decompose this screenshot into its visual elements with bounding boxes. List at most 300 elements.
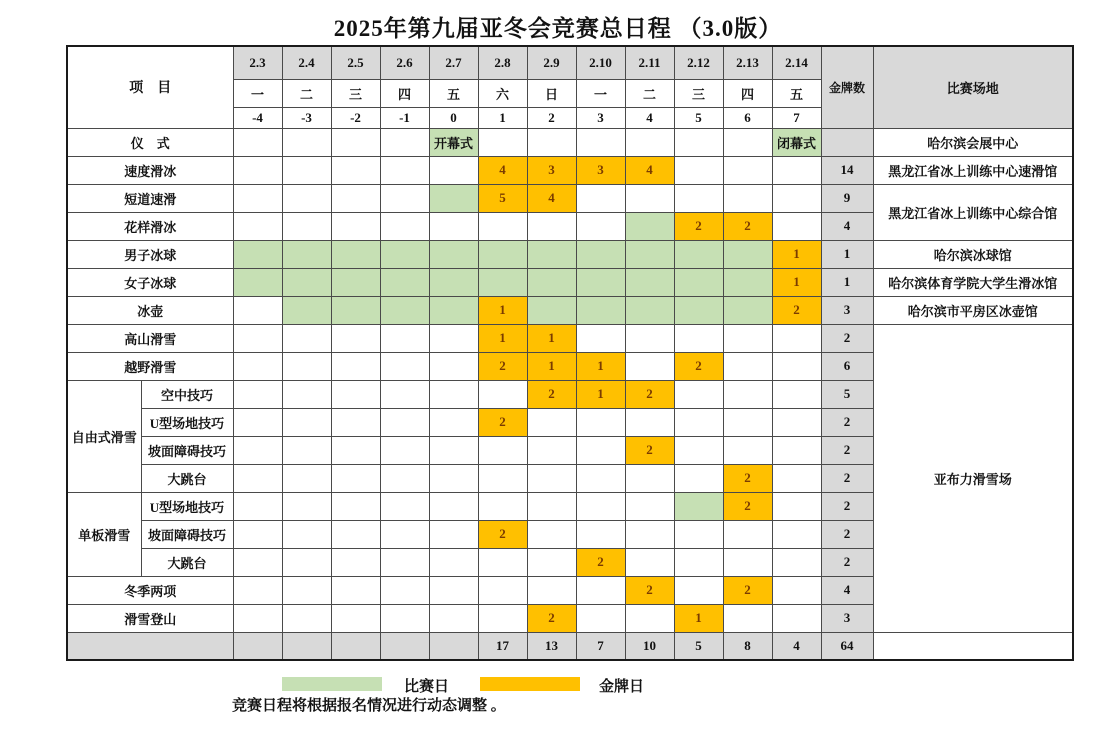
day-cell bbox=[282, 436, 331, 464]
day-cell bbox=[527, 492, 576, 520]
day-cell bbox=[478, 380, 527, 408]
day-cell bbox=[282, 324, 331, 352]
day-cell bbox=[233, 128, 282, 156]
day-cell bbox=[527, 212, 576, 240]
gold-count: 2 bbox=[821, 408, 873, 436]
event-label: 坡面障碍技巧 bbox=[141, 520, 233, 548]
day-cell bbox=[233, 548, 282, 576]
gold-day-cell: 3 bbox=[576, 156, 625, 184]
day-cell bbox=[576, 408, 625, 436]
gold-day-cell: 2 bbox=[625, 380, 674, 408]
day-cell bbox=[233, 268, 282, 296]
day-cell bbox=[723, 408, 772, 436]
gold-day-cell: 2 bbox=[576, 548, 625, 576]
day-cell bbox=[723, 128, 772, 156]
day-cell bbox=[772, 324, 821, 352]
day-cell bbox=[380, 604, 429, 632]
venue-cell: 哈尔滨会展中心 bbox=[873, 128, 1073, 156]
schedule-table bbox=[66, 45, 1074, 661]
day-cell bbox=[527, 240, 576, 268]
total-cell bbox=[331, 632, 380, 660]
totals-label-cell bbox=[67, 632, 233, 660]
event-label: 冬季两项 bbox=[67, 576, 233, 604]
event-label: 大跳台 bbox=[141, 464, 233, 492]
day-number-header: 3 bbox=[576, 107, 625, 128]
gold-day-swatch bbox=[480, 677, 580, 691]
event-label: 坡面障碍技巧 bbox=[141, 436, 233, 464]
weekday-header: 三 bbox=[674, 79, 723, 107]
day-cell bbox=[282, 352, 331, 380]
gold-day-cell: 1 bbox=[772, 240, 821, 268]
gold-day-cell: 1 bbox=[576, 352, 625, 380]
day-cell bbox=[723, 156, 772, 184]
day-cell bbox=[282, 184, 331, 212]
venue-cell: 哈尔滨冰球馆 bbox=[873, 240, 1073, 268]
day-cell bbox=[331, 520, 380, 548]
day-cell bbox=[625, 128, 674, 156]
day-cell bbox=[772, 184, 821, 212]
day-cell bbox=[331, 268, 380, 296]
gold-day-cell: 2 bbox=[478, 520, 527, 548]
event-label: 速度滑冰 bbox=[67, 156, 233, 184]
day-cell bbox=[282, 156, 331, 184]
day-cell bbox=[380, 296, 429, 324]
day-cell bbox=[380, 464, 429, 492]
day-cell bbox=[723, 268, 772, 296]
venue-cell bbox=[873, 632, 1073, 660]
day-cell bbox=[429, 604, 478, 632]
day-cell bbox=[723, 352, 772, 380]
total-cell: 13 bbox=[527, 632, 576, 660]
day-cell bbox=[478, 268, 527, 296]
gold-day-cell: 2 bbox=[527, 604, 576, 632]
gold-count: 2 bbox=[821, 464, 873, 492]
weekday-header: 日 bbox=[527, 79, 576, 107]
event-row bbox=[67, 268, 1073, 296]
day-cell bbox=[576, 212, 625, 240]
day-number-header: 2 bbox=[527, 107, 576, 128]
day-cell bbox=[576, 464, 625, 492]
day-cell bbox=[380, 184, 429, 212]
schedule-note: 竞赛日程将根据报名情况进行动态调整 。 bbox=[232, 698, 506, 714]
event-label: 空中技巧 bbox=[141, 380, 233, 408]
weekday-header: 四 bbox=[723, 79, 772, 107]
day-cell bbox=[674, 184, 723, 212]
day-cell bbox=[282, 548, 331, 576]
total-cell bbox=[282, 632, 331, 660]
event-label: 越野滑雪 bbox=[67, 352, 233, 380]
day-cell bbox=[331, 212, 380, 240]
day-cell bbox=[282, 408, 331, 436]
gold-day-cell: 4 bbox=[478, 156, 527, 184]
day-cell bbox=[233, 520, 282, 548]
day-number-header: 0 bbox=[429, 107, 478, 128]
day-cell bbox=[282, 576, 331, 604]
day-cell bbox=[282, 240, 331, 268]
day-cell bbox=[380, 492, 429, 520]
day-cell bbox=[625, 548, 674, 576]
weekday-header: 三 bbox=[331, 79, 380, 107]
day-cell bbox=[380, 576, 429, 604]
day-cell bbox=[625, 212, 674, 240]
total-cell bbox=[233, 632, 282, 660]
day-cell bbox=[429, 212, 478, 240]
day-number-header: -4 bbox=[233, 107, 282, 128]
total-cell bbox=[429, 632, 478, 660]
day-cell bbox=[380, 156, 429, 184]
day-cell bbox=[429, 408, 478, 436]
day-cell bbox=[331, 128, 380, 156]
day-cell bbox=[723, 436, 772, 464]
gold-total: 64 bbox=[821, 632, 873, 660]
day-cell bbox=[282, 520, 331, 548]
day-cell bbox=[429, 268, 478, 296]
day-cell bbox=[429, 184, 478, 212]
gold-count: 3 bbox=[821, 604, 873, 632]
day-cell bbox=[380, 268, 429, 296]
event-label: 男子冰球 bbox=[67, 240, 233, 268]
items-header: 项 目 bbox=[67, 46, 233, 128]
day-cell bbox=[625, 492, 674, 520]
day-cell bbox=[331, 436, 380, 464]
gold-day-cell: 2 bbox=[674, 212, 723, 240]
day-cell bbox=[674, 548, 723, 576]
day-cell bbox=[233, 492, 282, 520]
day-cell bbox=[674, 156, 723, 184]
day-number-header: 5 bbox=[674, 107, 723, 128]
weekday-header: 二 bbox=[282, 79, 331, 107]
gold-day-cell: 1 bbox=[772, 268, 821, 296]
day-cell bbox=[282, 268, 331, 296]
day-cell bbox=[674, 296, 723, 324]
date-header: 2.11 bbox=[625, 46, 674, 79]
date-header: 2.6 bbox=[380, 46, 429, 79]
day-cell bbox=[625, 604, 674, 632]
day-cell bbox=[772, 576, 821, 604]
day-cell bbox=[576, 268, 625, 296]
gold-count: 4 bbox=[821, 212, 873, 240]
gold-day-cell: 1 bbox=[576, 380, 625, 408]
day-cell bbox=[282, 296, 331, 324]
gold-day-cell: 2 bbox=[478, 408, 527, 436]
date-header: 2.7 bbox=[429, 46, 478, 79]
weekday-header: 一 bbox=[233, 79, 282, 107]
gold-day-cell: 1 bbox=[527, 352, 576, 380]
total-cell: 17 bbox=[478, 632, 527, 660]
event-row bbox=[67, 128, 1073, 156]
day-cell bbox=[331, 604, 380, 632]
event-label: 冰壶 bbox=[67, 296, 233, 324]
gold-day-cell: 2 bbox=[723, 464, 772, 492]
gold-day-cell: 2 bbox=[625, 436, 674, 464]
day-cell bbox=[478, 492, 527, 520]
day-cell bbox=[576, 604, 625, 632]
day-cell bbox=[233, 408, 282, 436]
day-cell bbox=[331, 380, 380, 408]
day-cell bbox=[674, 492, 723, 520]
day-cell bbox=[233, 436, 282, 464]
day-cell bbox=[331, 352, 380, 380]
total-cell bbox=[380, 632, 429, 660]
day-cell bbox=[625, 520, 674, 548]
gold-count: 4 bbox=[821, 576, 873, 604]
day-cell bbox=[478, 128, 527, 156]
day-cell bbox=[625, 268, 674, 296]
gold-day-cell: 2 bbox=[527, 380, 576, 408]
day-cell bbox=[380, 548, 429, 576]
day-cell bbox=[282, 212, 331, 240]
day-cell bbox=[380, 380, 429, 408]
day-cell bbox=[527, 128, 576, 156]
day-number-header: 4 bbox=[625, 107, 674, 128]
event-row bbox=[67, 184, 1073, 212]
day-cell bbox=[772, 492, 821, 520]
day-cell bbox=[576, 324, 625, 352]
day-cell bbox=[527, 268, 576, 296]
day-cell bbox=[429, 520, 478, 548]
totals-row bbox=[67, 632, 1073, 660]
day-cell bbox=[576, 520, 625, 548]
event-label: 女子冰球 bbox=[67, 268, 233, 296]
date-header: 2.5 bbox=[331, 46, 380, 79]
event-label: U型场地技巧 bbox=[141, 492, 233, 520]
day-cell bbox=[233, 604, 282, 632]
day-cell bbox=[527, 576, 576, 604]
venue-cell: 哈尔滨市平房区冰壶馆 bbox=[873, 296, 1073, 324]
day-cell bbox=[380, 324, 429, 352]
day-cell bbox=[331, 464, 380, 492]
day-cell bbox=[429, 576, 478, 604]
gold-day-cell: 2 bbox=[478, 352, 527, 380]
gold-count: 2 bbox=[821, 324, 873, 352]
gold-day-cell: 5 bbox=[478, 184, 527, 212]
date-header: 2.13 bbox=[723, 46, 772, 79]
day-number-header: -1 bbox=[380, 107, 429, 128]
weekday-header: 一 bbox=[576, 79, 625, 107]
day-cell bbox=[478, 576, 527, 604]
day-number-header: -2 bbox=[331, 107, 380, 128]
day-cell bbox=[527, 548, 576, 576]
day-cell bbox=[772, 548, 821, 576]
day-cell bbox=[478, 464, 527, 492]
gold-count: 6 bbox=[821, 352, 873, 380]
gold-day-label: 金牌日 bbox=[599, 679, 645, 695]
day-cell bbox=[233, 212, 282, 240]
day-cell bbox=[429, 352, 478, 380]
day-cell bbox=[380, 352, 429, 380]
gold-count: 14 bbox=[821, 156, 873, 184]
day-cell bbox=[282, 380, 331, 408]
day-cell bbox=[233, 296, 282, 324]
day-cell bbox=[429, 380, 478, 408]
day-cell bbox=[576, 436, 625, 464]
day-cell bbox=[674, 240, 723, 268]
date-header: 2.3 bbox=[233, 46, 282, 79]
event-label: U型场地技巧 bbox=[141, 408, 233, 436]
day-cell bbox=[674, 576, 723, 604]
day-cell bbox=[478, 240, 527, 268]
day-cell bbox=[233, 240, 282, 268]
day-cell bbox=[772, 212, 821, 240]
date-header: 2.12 bbox=[674, 46, 723, 79]
total-cell: 8 bbox=[723, 632, 772, 660]
date-header: 2.10 bbox=[576, 46, 625, 79]
day-cell bbox=[674, 268, 723, 296]
gold-day-cell: 2 bbox=[674, 352, 723, 380]
event-row bbox=[67, 296, 1073, 324]
day-cell bbox=[772, 520, 821, 548]
day-cell bbox=[576, 184, 625, 212]
day-cell bbox=[429, 464, 478, 492]
day-cell bbox=[429, 492, 478, 520]
day-cell bbox=[233, 352, 282, 380]
day-cell bbox=[674, 324, 723, 352]
day-cell bbox=[380, 128, 429, 156]
day-cell bbox=[772, 436, 821, 464]
gold-day-cell: 1 bbox=[527, 324, 576, 352]
day-cell bbox=[625, 324, 674, 352]
gold-day-cell: 2 bbox=[723, 576, 772, 604]
day-cell bbox=[772, 380, 821, 408]
day-cell bbox=[772, 408, 821, 436]
day-cell bbox=[478, 212, 527, 240]
gold-count: 2 bbox=[821, 548, 873, 576]
event-label: 大跳台 bbox=[141, 548, 233, 576]
day-cell bbox=[478, 548, 527, 576]
total-cell: 7 bbox=[576, 632, 625, 660]
day-cell bbox=[723, 520, 772, 548]
day-cell bbox=[233, 156, 282, 184]
day-number-header: -3 bbox=[282, 107, 331, 128]
day-cell bbox=[723, 380, 772, 408]
competition-day-swatch bbox=[282, 677, 382, 691]
page-title: 2025年第九届亚冬会竞赛总日程 （3.0版） bbox=[333, 16, 783, 41]
weekday-header: 四 bbox=[380, 79, 429, 107]
day-cell bbox=[625, 352, 674, 380]
day-cell bbox=[233, 184, 282, 212]
day-cell bbox=[625, 464, 674, 492]
gold-day-cell: 1 bbox=[478, 296, 527, 324]
day-cell bbox=[527, 464, 576, 492]
event-group-label: 自由式滑雪 bbox=[67, 380, 141, 492]
day-cell bbox=[772, 464, 821, 492]
day-cell bbox=[723, 604, 772, 632]
gold-day-cell: 3 bbox=[527, 156, 576, 184]
day-cell bbox=[576, 240, 625, 268]
event-row bbox=[67, 156, 1073, 184]
day-cell bbox=[331, 296, 380, 324]
gold-count: 2 bbox=[821, 520, 873, 548]
venue-cell: 亚布力滑雪场 bbox=[873, 324, 1073, 632]
weekday-header: 二 bbox=[625, 79, 674, 107]
gold-day-cell: 2 bbox=[723, 212, 772, 240]
day-cell bbox=[674, 464, 723, 492]
day-cell bbox=[331, 548, 380, 576]
day-cell bbox=[772, 604, 821, 632]
day-number-header: 7 bbox=[772, 107, 821, 128]
day-cell bbox=[331, 156, 380, 184]
day-cell bbox=[331, 240, 380, 268]
day-cell bbox=[478, 436, 527, 464]
gold-day-cell: 2 bbox=[723, 492, 772, 520]
weekday-header: 六 bbox=[478, 79, 527, 107]
gold-count: 2 bbox=[821, 436, 873, 464]
gold-day-cell: 2 bbox=[772, 296, 821, 324]
day-cell bbox=[380, 520, 429, 548]
weekday-header: 五 bbox=[429, 79, 478, 107]
day-cell bbox=[723, 184, 772, 212]
day-cell bbox=[331, 492, 380, 520]
day-cell bbox=[331, 576, 380, 604]
day-cell bbox=[674, 380, 723, 408]
day-cell bbox=[674, 520, 723, 548]
total-cell: 5 bbox=[674, 632, 723, 660]
day-cell bbox=[723, 240, 772, 268]
gold-day-cell: 4 bbox=[527, 184, 576, 212]
day-cell bbox=[527, 436, 576, 464]
day-cell bbox=[527, 296, 576, 324]
gold-count: 3 bbox=[821, 296, 873, 324]
day-cell bbox=[772, 352, 821, 380]
venue-cell: 黑龙江省冰上训练中心速滑馆 bbox=[873, 156, 1073, 184]
venue-cell: 黑龙江省冰上训练中心综合馆 bbox=[873, 184, 1073, 240]
day-cell bbox=[576, 576, 625, 604]
day-cell bbox=[772, 156, 821, 184]
date-header: 2.8 bbox=[478, 46, 527, 79]
day-cell bbox=[380, 436, 429, 464]
day-cell bbox=[723, 296, 772, 324]
day-cell bbox=[282, 128, 331, 156]
day-cell bbox=[380, 240, 429, 268]
gold-count: 2 bbox=[821, 492, 873, 520]
day-cell bbox=[429, 548, 478, 576]
day-cell bbox=[282, 492, 331, 520]
event-label: 花样滑冰 bbox=[67, 212, 233, 240]
day-cell bbox=[233, 324, 282, 352]
date-header: 2.9 bbox=[527, 46, 576, 79]
day-cell bbox=[429, 296, 478, 324]
weekday-header: 五 bbox=[772, 79, 821, 107]
competition-day-label: 比赛日 bbox=[404, 679, 450, 695]
event-row bbox=[67, 240, 1073, 268]
gold-count-header: 金牌数 bbox=[821, 46, 873, 128]
day-cell bbox=[331, 408, 380, 436]
day-cell bbox=[233, 464, 282, 492]
day-cell bbox=[331, 184, 380, 212]
day-cell bbox=[429, 156, 478, 184]
date-header: 2.4 bbox=[282, 46, 331, 79]
venue-cell: 哈尔滨体育学院大学生滑冰馆 bbox=[873, 268, 1073, 296]
day-cell bbox=[576, 128, 625, 156]
day-cell bbox=[527, 408, 576, 436]
gold-day-cell: 1 bbox=[674, 604, 723, 632]
gold-day-cell: 1 bbox=[478, 324, 527, 352]
day-cell bbox=[478, 604, 527, 632]
day-number-header: 1 bbox=[478, 107, 527, 128]
day-cell bbox=[674, 436, 723, 464]
event-label: 高山滑雪 bbox=[67, 324, 233, 352]
day-cell bbox=[233, 380, 282, 408]
total-cell: 10 bbox=[625, 632, 674, 660]
day-cell bbox=[282, 464, 331, 492]
day-cell bbox=[625, 184, 674, 212]
gold-day-cell: 2 bbox=[625, 576, 674, 604]
ceremony-cell: 开幕式 bbox=[429, 128, 478, 156]
ceremony-cell: 闭幕式 bbox=[772, 128, 821, 156]
event-row bbox=[67, 324, 1073, 352]
gold-count: 1 bbox=[821, 240, 873, 268]
event-label: 短道速滑 bbox=[67, 184, 233, 212]
